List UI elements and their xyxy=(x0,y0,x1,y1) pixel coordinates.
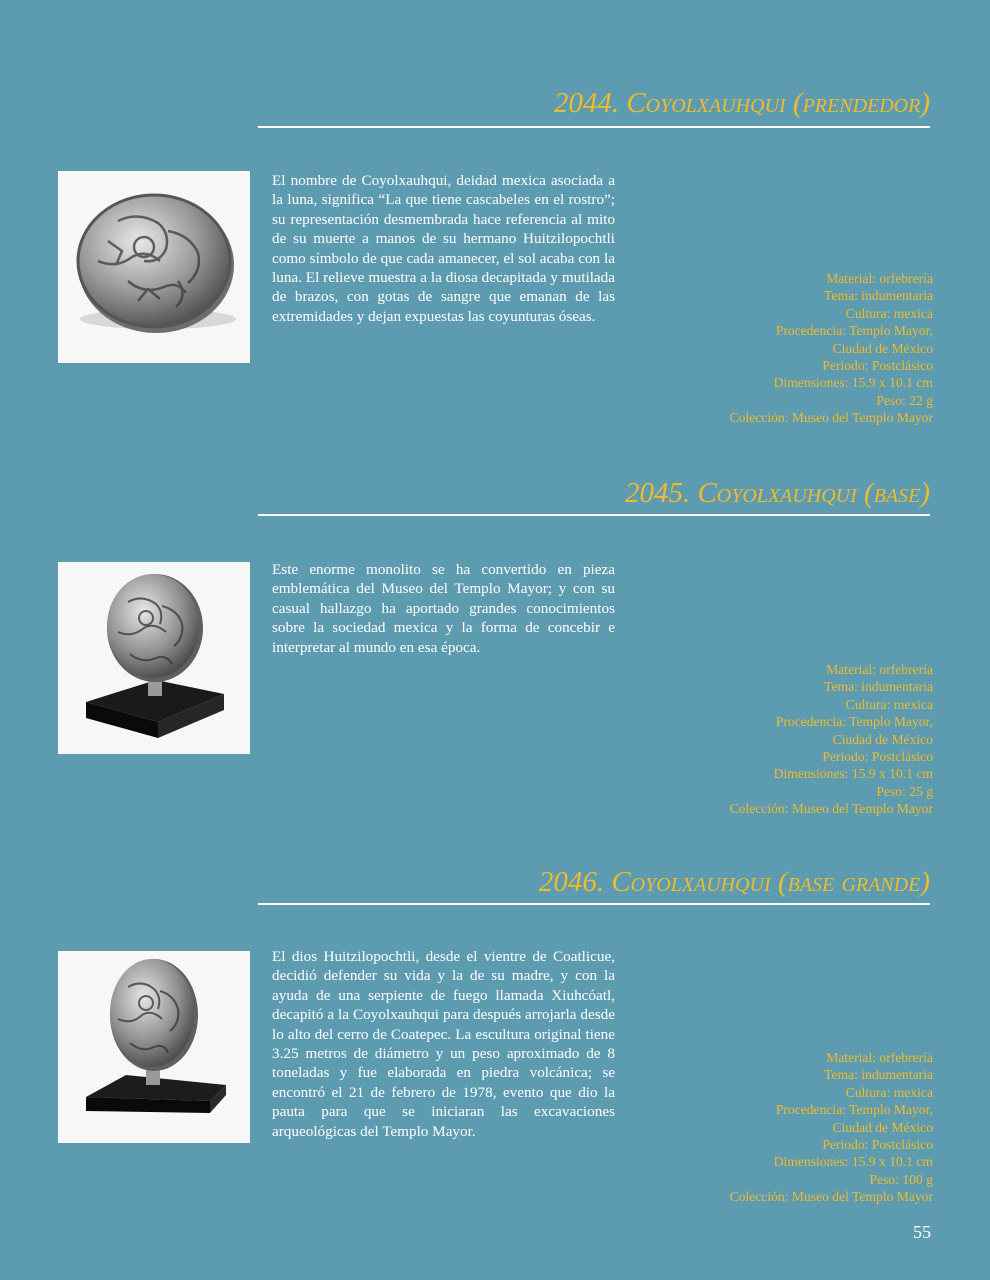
spec-period: Periodo: Postclásico xyxy=(822,749,933,765)
item-specs xyxy=(633,661,933,818)
spec-culture: Cultura: mexica xyxy=(845,1084,933,1100)
item-title xyxy=(625,476,930,510)
spec-theme: Tema: indumentaria xyxy=(824,1067,933,1083)
spec-origin: Procedencia: Templo Mayor, xyxy=(775,323,933,339)
spec-origin: Procedencia: Templo Mayor, xyxy=(775,1102,933,1118)
item-number: 2044. xyxy=(553,87,620,119)
spec-period: Periodo: Postclásico xyxy=(822,358,933,374)
item-variant: (prendedor) xyxy=(792,87,930,119)
spec-collection: Colección: Museo del Templo Mayor xyxy=(729,801,933,817)
spec-weight: Peso: 25 g xyxy=(876,783,933,799)
coyolxauhqui-large-base-photo xyxy=(58,951,250,1143)
spec-weight: Peso: 100 g xyxy=(869,1171,933,1187)
spec-origin-city: Ciudad de México xyxy=(832,1119,933,1135)
item-number: 2046. xyxy=(538,866,605,898)
spec-collection: Colección: Museo del Templo Mayor xyxy=(729,1189,933,1205)
spec-dimensions: Dimensiones: 15.9 x 10.1 cm xyxy=(773,1154,933,1170)
item-specs xyxy=(633,270,933,427)
spec-material: Material: orfebrería xyxy=(826,662,933,677)
item-description: El nombre de Coyolxauhqui, deidad mexica asociada a la luna, significa “La que tiene cascabeles en el rostro”; su representación desmembrada hace referencia al mito de su muerte a manos de su hermano Huitzilopochtli como símbolo de que cada amanecer, el sol acaba con la luna. El relieve muestra a la diosa decapitada y mutilada de brazos, con gotas de sangre que emanan de las extremidades y dejan expuestas las coyunturas óseas. xyxy=(272,172,615,325)
spec-dimensions: Dimensiones: 15.9 x 10.1 cm xyxy=(773,766,933,782)
spec-origin: Procedencia: Templo Mayor, xyxy=(775,714,933,730)
item-title xyxy=(554,86,930,120)
title-divider xyxy=(258,126,930,128)
coyolxauhqui-brooch-photo xyxy=(58,171,250,363)
spec-culture: Cultura: mexica xyxy=(845,305,933,321)
spec-origin-city: Ciudad de México xyxy=(832,340,933,356)
item-variant: (base grande) xyxy=(777,866,930,898)
item-number: 2045. xyxy=(624,477,691,509)
spec-collection: Colección: Museo del Templo Mayor xyxy=(729,410,933,426)
spec-weight: Peso: 22 g xyxy=(876,392,933,408)
item-description: El dios Huitzilopochtli, desde el vientre de Coatlicue, decidió defender su vida y la de su madre, y con la ayuda de una serpiente de fuego llamada Xiuhcóatl, decapitó a la Coyolxauhqui para después arrojarla desde lo alto del cerro de Coatepec. La escultura original tiene 3.25 metros de diámetro y un peso aproximado de 8 toneladas y fue elaborada en piedra volcánica; se encontró el 21 de febrero de 1978, evento que dio la pauta para que se iniciaran las excavaciones arqueológicas del Templo Mayor. xyxy=(272,948,615,1140)
spec-material: Material: orfebrería xyxy=(826,271,933,286)
item-variant: (base) xyxy=(864,477,930,509)
item-name: Coyolxauhqui xyxy=(611,866,771,898)
item-title xyxy=(539,865,930,899)
spec-dimensions: Dimensiones: 15.9 x 10.1 cm xyxy=(773,375,933,391)
spec-theme: Tema: indumentaria xyxy=(824,288,933,304)
spec-material: Material: orfebrería xyxy=(826,1050,933,1065)
item-name: Coyolxauhqui xyxy=(626,87,786,119)
title-divider xyxy=(258,514,930,516)
spec-culture: Cultura: mexica xyxy=(845,696,933,712)
item-description: Este enorme monolito se ha convertido en pieza emblemática del Museo del Templo Mayor; y con su casual hallazgo ha aportado grandes conocimientos sobre la sociedad mexica y la forma de concebir e interpretar al mundo en esa época. xyxy=(272,561,615,656)
item-name: Coyolxauhqui xyxy=(697,477,857,509)
title-divider xyxy=(258,903,930,905)
item-specs xyxy=(633,1049,933,1206)
spec-origin-city: Ciudad de México xyxy=(832,731,933,747)
spec-period: Periodo: Postclásico xyxy=(822,1137,933,1153)
page-number: 55 xyxy=(913,1222,931,1242)
coyolxauhqui-on-base-photo xyxy=(58,562,250,754)
spec-theme: Tema: indumentaria xyxy=(824,679,933,695)
